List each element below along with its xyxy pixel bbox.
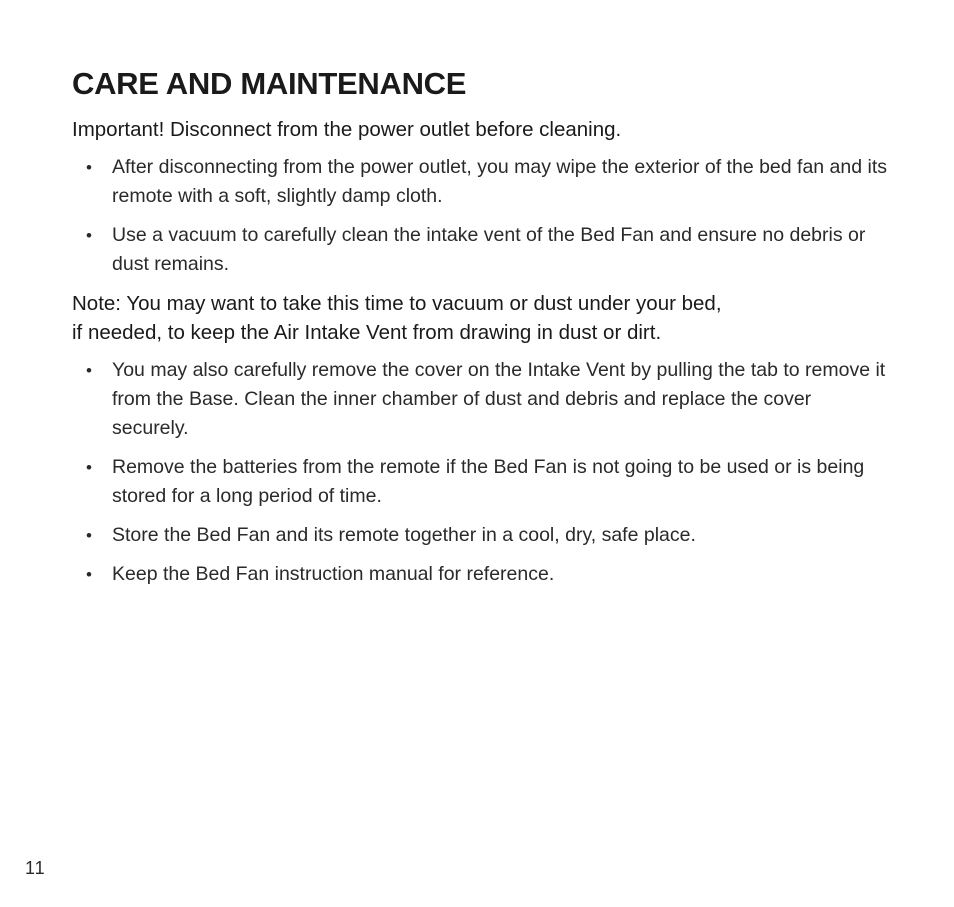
list-item-text: After disconnecting from the power outlet, you may wipe the exterior of the bed fan and its remote with a soft, slightly damp cloth. (112, 156, 888, 207)
cleaning-steps-list (0, 153, 892, 289)
note-line-1: Note: You may want to take this time to vacuum or dust under your bed, (72, 292, 722, 315)
list-item-text: You may also carefully remove the cover on the Intake Vent by pulling the tab to remove it from the Base. Clean the inner chamber of dust and debris and replace the cover securely. (112, 359, 886, 439)
list-item-text: Remove the batteries from the remote if the Bed Fan is not going to be used or is being stored for a long period of time. (112, 456, 865, 507)
important-warning: Important! Disconnect from the power outlet before cleaning. (72, 118, 622, 141)
bullet-icon: • (86, 458, 92, 477)
list-item (0, 221, 892, 279)
section-title: CARE AND MAINTENANCE (72, 66, 467, 101)
bullet-icon: • (86, 526, 92, 545)
maintenance-steps-list (0, 356, 892, 599)
bullet-icon: • (86, 226, 92, 245)
bullet-icon: • (86, 158, 92, 177)
note-line-2: if needed, to keep the Air Intake Vent from drawing in dust or dirt. (72, 321, 662, 344)
list-item (0, 560, 892, 589)
bullet-icon: • (86, 361, 92, 380)
bullet-icon: • (86, 565, 92, 584)
list-item (0, 356, 892, 443)
page-number: 11 (25, 858, 46, 878)
list-item-text: Store the Bed Fan and its remote together in a cool, dry, safe place. (112, 524, 696, 546)
note-paragraph (72, 289, 722, 347)
list-item (0, 521, 892, 550)
list-item (0, 453, 892, 511)
list-item-text: Use a vacuum to carefully clean the intake vent of the Bed Fan and ensure no debris or dust remains. (112, 224, 866, 275)
list-item (0, 153, 892, 211)
list-item-text: Keep the Bed Fan instruction manual for reference. (112, 563, 555, 585)
